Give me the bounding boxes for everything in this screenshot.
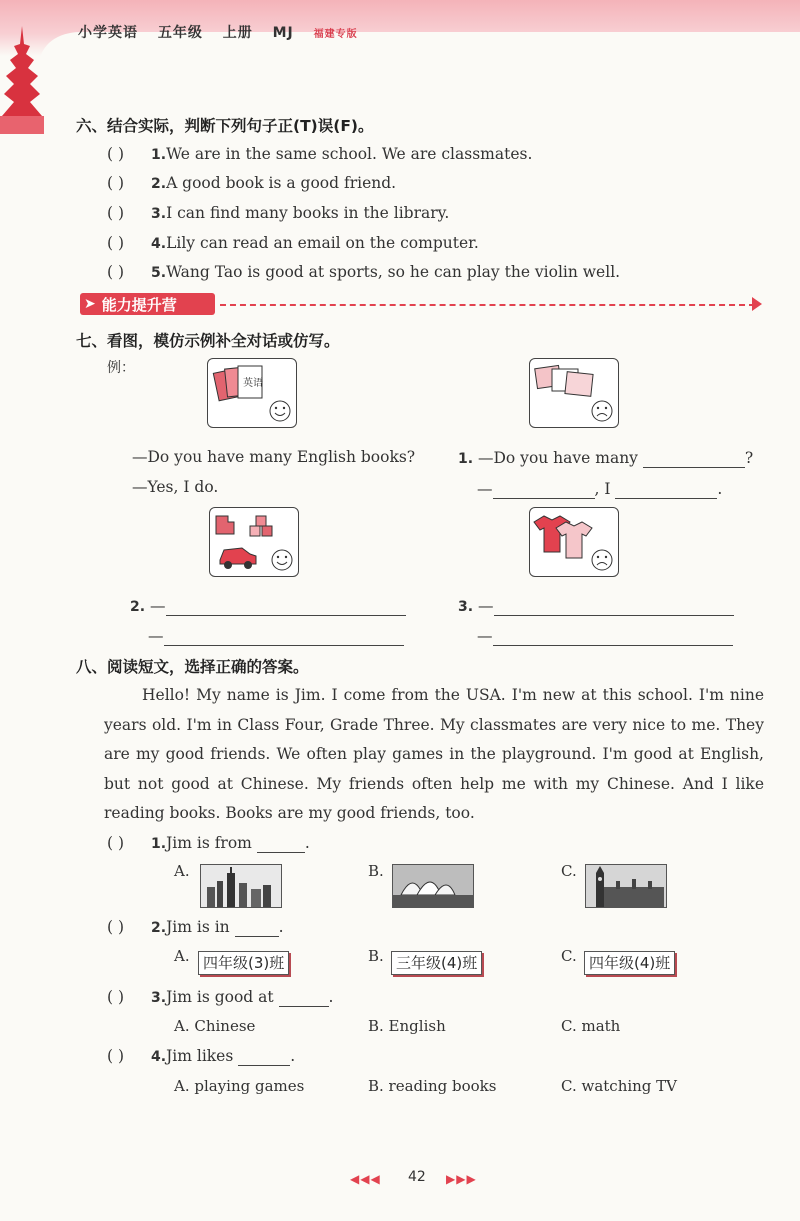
s8-q3-option-a[interactable]: A. Chinese — [174, 1017, 256, 1035]
arrow-tip-icon — [752, 297, 762, 311]
header-subject: 小学英语 — [78, 25, 138, 41]
answer-paren[interactable]: ( ) — [107, 204, 125, 222]
q2-line-1: 2. — — [130, 597, 406, 616]
s8-q3-option-c[interactable]: C. math — [561, 1017, 621, 1035]
ability-label: ➤ 能力提升营 — [80, 293, 215, 315]
big-ben-icon — [586, 865, 666, 907]
s8-q4-blank[interactable] — [238, 1047, 290, 1066]
next-arrows-icon: ▶▶▶ — [446, 1172, 477, 1186]
s8-q2-box-b: 三年级(4)班 — [391, 951, 482, 975]
book-text: 英语 — [243, 378, 263, 389]
section7-title: 七、看图，模仿示例补全对话或仿写。 — [76, 332, 340, 350]
s8-q3-blank[interactable] — [279, 988, 329, 1007]
skyline-icon — [201, 865, 281, 907]
q2-picture — [209, 507, 299, 577]
sydney-photo — [392, 864, 474, 908]
tower-icon — [0, 24, 44, 134]
s8-q3-option-b[interactable]: B. English — [368, 1017, 446, 1035]
example-picture — [207, 358, 297, 428]
q3-picture — [529, 507, 619, 577]
s8-q1-option-a[interactable]: A. — [174, 862, 190, 880]
s8-q2: ( ) 2.Jim is in . — [107, 918, 284, 936]
prev-arrows-icon: ◀◀◀ — [350, 1172, 381, 1186]
header-edition: MJ — [272, 25, 294, 41]
q2-line-2: — — [148, 627, 404, 646]
header-grade: 五年级 — [157, 25, 203, 41]
answer-paren[interactable]: ( ) — [107, 988, 125, 1006]
s6-item-1: ( ) 1.We are in the same school. We are classmates. — [107, 145, 533, 163]
s6-item-5: ( ) 5.Wang Tao is good at sports, so he can play the violin well. — [107, 263, 621, 281]
answer-paren[interactable]: ( ) — [107, 145, 125, 163]
clothes-icon — [530, 508, 618, 576]
s8-q1-option-b[interactable]: B. — [368, 862, 384, 880]
new-york-photo — [200, 864, 282, 908]
toys-icon — [210, 508, 298, 576]
photos-icon — [530, 359, 618, 427]
answer-paren[interactable]: ( ) — [107, 234, 125, 252]
london-photo — [585, 864, 667, 908]
s8-q4-option-b[interactable]: B. reading books — [368, 1077, 497, 1095]
example-label: 例： — [107, 360, 135, 376]
passage: Hello! My name is Jim. I come from the USA. I'm new at this school. I'm nine years old. I'm in Class Four, Grade Three. My classmates are very nice to me. They are my good friends. We often play games in the playground. I'm good at English, but not good at Chinese. My friends often help me with my Chinese. And I like reading books. Books are my good friends, too. — [104, 686, 764, 822]
answer-paren[interactable]: ( ) — [107, 263, 125, 281]
header-volume: 上册 — [222, 25, 253, 41]
s8-q1-option-c[interactable]: C. — [561, 862, 577, 880]
answer-paren[interactable]: ( ) — [107, 1047, 125, 1065]
s8-q4-option-c[interactable]: C. watching TV — [561, 1077, 678, 1095]
opera-house-icon — [393, 865, 473, 907]
q3-blank-2[interactable] — [493, 627, 733, 646]
s6-item-2: ( ) 2.A good book is a good friend. — [107, 174, 397, 192]
q2-blank-2[interactable] — [164, 627, 404, 646]
s8-q2-blank[interactable] — [235, 918, 279, 937]
header-tag: 福建专版 — [313, 29, 358, 40]
arrow-icon: ➤ — [84, 296, 96, 312]
s8-q2-box-c: 四年级(4)班 — [584, 951, 675, 975]
q1-blank-3[interactable] — [615, 480, 717, 499]
q1-answer: — , I . — [477, 480, 723, 498]
s6-item-3: ( ) 3.I can find many books in the library. — [107, 204, 450, 222]
s8-q2-option-c[interactable]: C. — [561, 947, 577, 965]
s8-q4-option-a[interactable]: A. playing games — [174, 1077, 305, 1095]
example-question: —Do you have many English books? — [132, 448, 416, 466]
s8-q2-box-a: 四年级(3)班 — [198, 951, 289, 975]
q3-line-1: 3. — — [458, 597, 734, 616]
section6-title: 六、结合实际，判断下列句子正(T)误(F)。 — [76, 117, 374, 135]
example-answer: —Yes, I do. — [132, 478, 219, 496]
books-icon — [208, 359, 296, 427]
answer-paren[interactable]: ( ) — [107, 834, 125, 852]
ability-dashline — [220, 304, 755, 306]
answer-paren[interactable]: ( ) — [107, 174, 125, 192]
q3-blank-1[interactable] — [494, 597, 734, 616]
s8-q2-option-a[interactable]: A. — [174, 947, 190, 965]
answer-paren[interactable]: ( ) — [107, 918, 125, 936]
q1-blank-1[interactable] — [643, 449, 745, 468]
q3-line-2: — — [477, 627, 733, 646]
s6-item-4: ( ) 4.Lily can read an email on the computer. — [107, 234, 479, 252]
q1-picture — [529, 358, 619, 428]
s8-q1: ( ) 1.Jim is from . — [107, 834, 310, 852]
page-number: 42 — [408, 1169, 426, 1185]
header-text — [78, 22, 372, 42]
s8-q2-option-b[interactable]: B. — [368, 947, 384, 965]
s8-q3: ( ) 3.Jim is good at . — [107, 988, 334, 1006]
q1-question: 1. —Do you have many ? — [458, 449, 754, 467]
s8-q1-blank[interactable] — [257, 834, 305, 853]
q1-blank-2[interactable] — [493, 480, 595, 499]
section8-title: 八、阅读短文，选择正确的答案。 — [76, 658, 309, 676]
s8-q4: ( ) 4.Jim likes . — [107, 1047, 296, 1065]
q2-blank-1[interactable] — [166, 597, 406, 616]
